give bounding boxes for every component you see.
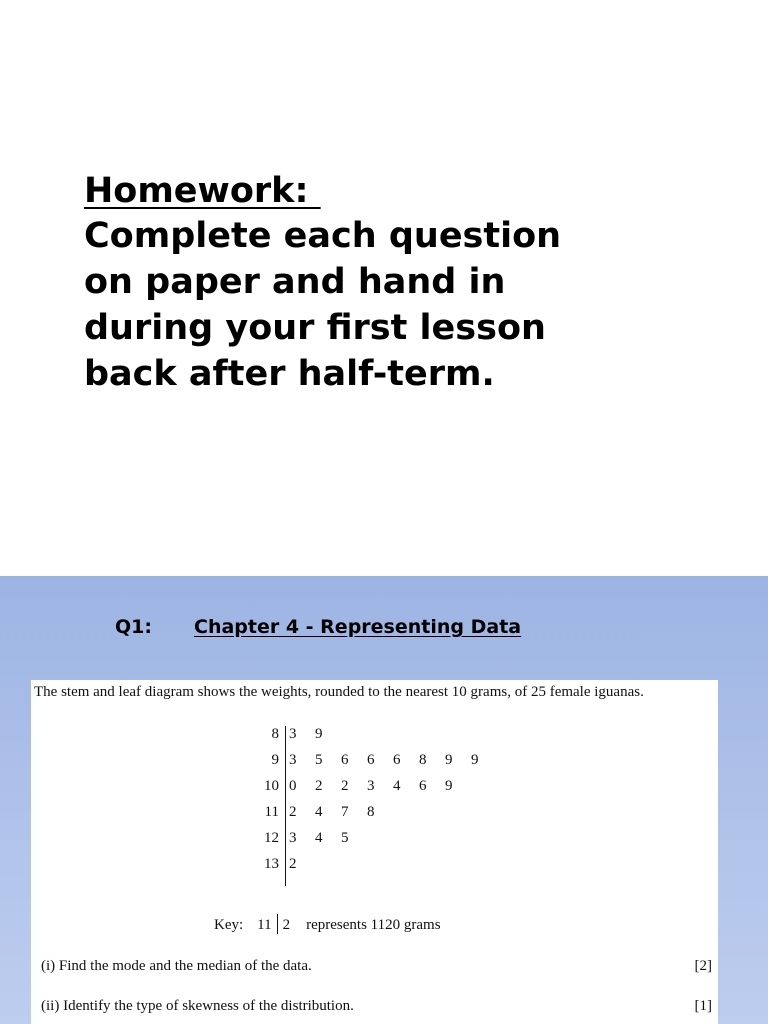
leaf-value: 5 — [315, 752, 323, 768]
stem-value: 8 — [271, 726, 279, 742]
question-heading — [115, 616, 521, 638]
stem-value: 12 — [264, 830, 279, 846]
leaf-value: 2 — [289, 856, 297, 872]
leaf-value: 6 — [419, 778, 427, 794]
marks-part-ii: [1] — [694, 998, 712, 1014]
question-slide — [0, 576, 768, 1024]
homework-instructions — [84, 213, 724, 397]
leaf-value: 4 — [315, 830, 323, 846]
leaf-value: 7 — [341, 804, 349, 820]
leaf-value: 9 — [445, 752, 453, 768]
stem-value: 11 — [264, 804, 279, 820]
instruction-line: Complete each question — [84, 216, 562, 256]
leaf-value: 3 — [289, 752, 297, 768]
stem-value: 13 — [264, 856, 279, 872]
leaf-value: 0 — [289, 778, 297, 794]
homework-title: Homework: — [84, 171, 321, 211]
leaf-value: 4 — [393, 778, 401, 794]
leaf-value: 6 — [367, 752, 375, 768]
leaf-value: 9 — [445, 778, 453, 794]
leaf-value: 9 — [471, 752, 479, 768]
stem-value: 10 — [264, 778, 279, 794]
marks-part-i: [2] — [694, 958, 712, 974]
leaf-values — [289, 856, 315, 873]
leaf-value: 3 — [367, 778, 375, 794]
leaf-value: 6 — [341, 752, 349, 768]
leaf-value: 9 — [315, 726, 323, 742]
leaf-values — [289, 726, 341, 743]
instruction-line: back after half-term. — [84, 354, 495, 394]
leaf-value: 8 — [367, 804, 375, 820]
question-intro: The stem and leaf diagram shows the weights, rounded to the nearest 10 grams, of 25 female iguanas. — [34, 684, 644, 700]
question-number: Q1: — [115, 616, 152, 638]
leaf-value: 2 — [341, 778, 349, 794]
leaf-values — [289, 830, 367, 847]
leaf-value: 3 — [289, 726, 297, 742]
diagram-key — [214, 914, 441, 934]
question-part-ii: (ii) Identify the type of skewness of the distribution. — [41, 998, 354, 1014]
leaf-value: 3 — [289, 830, 297, 846]
key-stem: 11 — [257, 917, 272, 933]
leaf-values — [289, 804, 393, 821]
instruction-line: during your first lesson — [84, 308, 546, 348]
stem-divider — [285, 726, 286, 886]
leaf-value: 2 — [289, 804, 297, 820]
question-paper — [31, 680, 718, 1024]
leaf-values — [289, 752, 497, 769]
stem-value: 9 — [271, 752, 279, 768]
leaf-value: 5 — [341, 830, 349, 846]
key-label: Key: — [214, 917, 244, 933]
key-divider — [277, 914, 278, 934]
instruction-line: on paper and hand in — [84, 262, 506, 302]
leaf-values — [289, 778, 471, 795]
leaf-value: 8 — [419, 752, 427, 768]
leaf-value: 6 — [393, 752, 401, 768]
leaf-value: 4 — [315, 804, 323, 820]
key-leaf: 2 — [282, 917, 291, 933]
chapter-title: Chapter 4 - Representing Data — [194, 616, 522, 638]
question-part-i: (i) Find the mode and the median of the data. — [41, 958, 312, 974]
key-text: represents 1120 grams — [306, 917, 441, 933]
leaf-value: 2 — [315, 778, 323, 794]
